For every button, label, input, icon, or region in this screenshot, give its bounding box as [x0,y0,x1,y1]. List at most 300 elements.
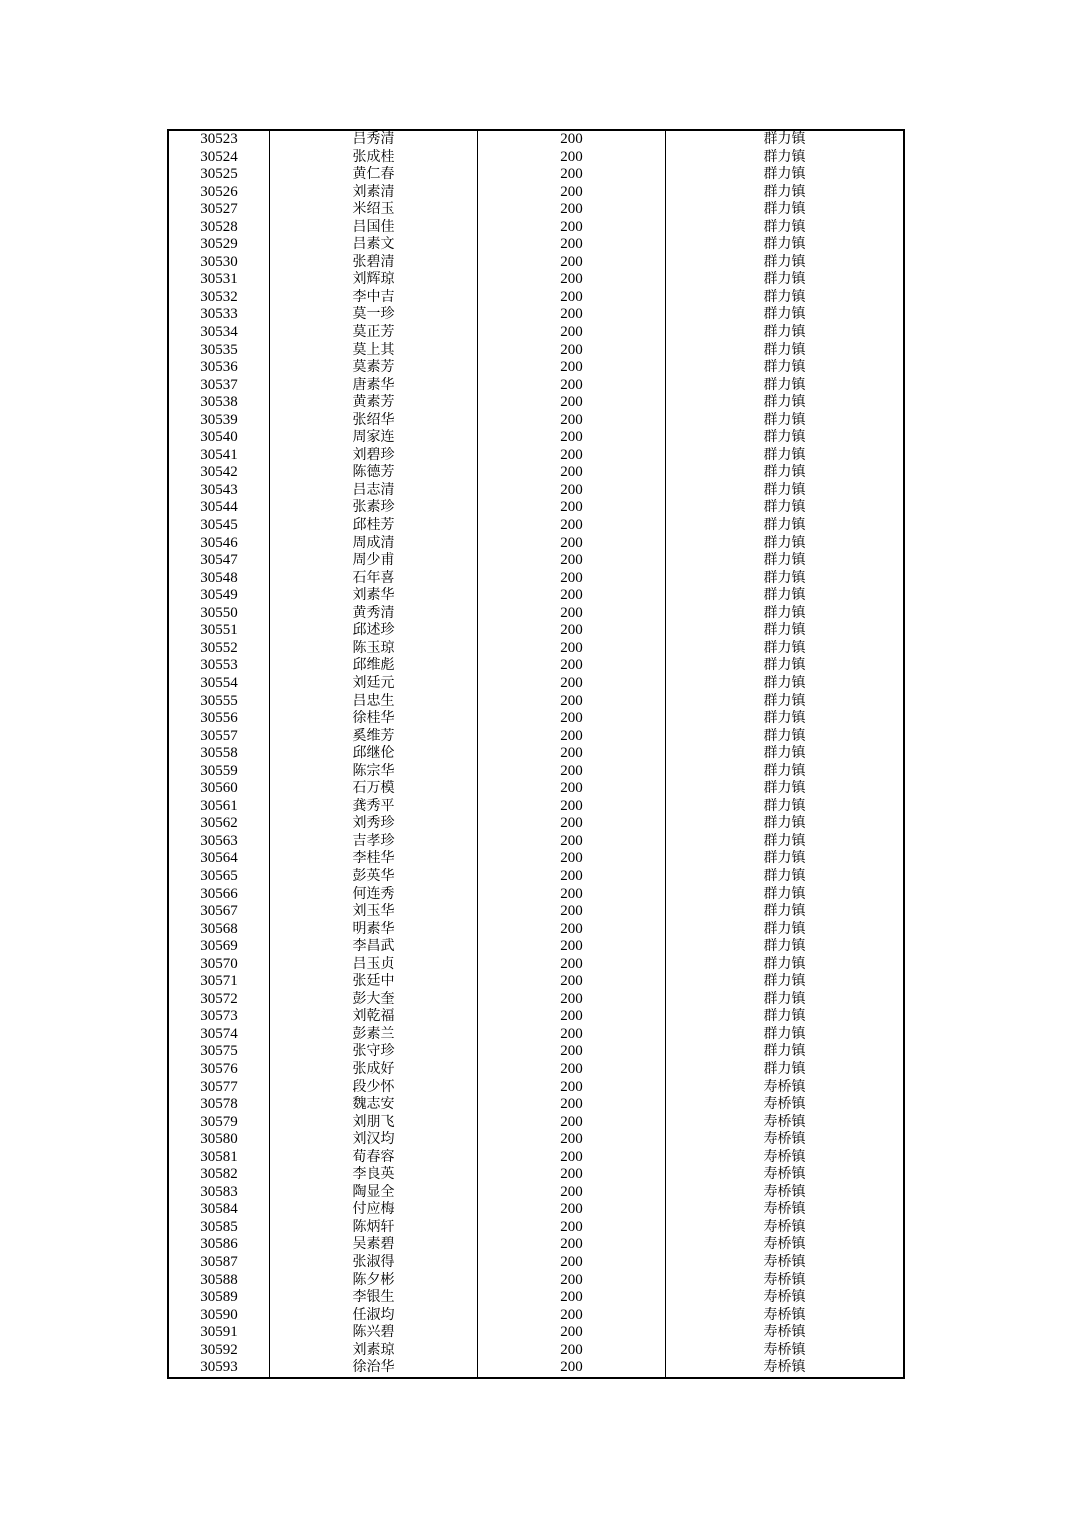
amount-cell: 200 [478,324,666,342]
row-id-cell: 30535 [168,342,270,360]
town-cell: 群力镇 [666,464,905,482]
town-cell: 群力镇 [666,201,905,219]
table-row [168,464,904,482]
subsidy-table [167,129,905,1379]
table-row [168,938,904,956]
table-row [168,1289,904,1307]
table-row [168,745,904,763]
town-cell: 群力镇 [666,324,905,342]
table-row [168,570,904,588]
row-id-cell: 30578 [168,1096,270,1114]
row-id-cell: 30525 [168,166,270,184]
amount-cell: 200 [478,271,666,289]
town-cell: 群力镇 [666,535,905,553]
row-id-cell: 30583 [168,1184,270,1202]
amount-cell: 200 [478,201,666,219]
row-id-cell: 30561 [168,798,270,816]
person-name-cell: 陈夕彬 [270,1272,478,1290]
table-row [168,289,904,307]
table-row [168,166,904,184]
amount-cell: 200 [478,780,666,798]
person-name-cell: 李银生 [270,1289,478,1307]
row-id-cell: 30550 [168,605,270,623]
town-cell: 群力镇 [666,1008,905,1026]
row-id-cell: 30567 [168,903,270,921]
person-name-cell: 吉孝珍 [270,833,478,851]
row-id-cell: 30569 [168,938,270,956]
person-name-cell: 黄素芳 [270,394,478,412]
row-id-cell: 30588 [168,1272,270,1290]
amount-cell: 200 [478,166,666,184]
amount-cell: 200 [478,517,666,535]
amount-cell: 200 [478,815,666,833]
town-cell: 群力镇 [666,1026,905,1044]
row-id-cell: 30580 [168,1131,270,1149]
town-cell: 群力镇 [666,447,905,465]
row-id-cell: 30589 [168,1289,270,1307]
row-id-cell: 30527 [168,201,270,219]
town-cell: 群力镇 [666,149,905,167]
town-cell: 群力镇 [666,850,905,868]
table-row [168,482,904,500]
town-cell: 群力镇 [666,921,905,939]
amount-cell: 200 [478,482,666,500]
table-row [168,763,904,781]
amount-cell: 200 [478,447,666,465]
person-name-cell: 邱继伦 [270,745,478,763]
person-name-cell: 石万模 [270,780,478,798]
amount-cell: 200 [478,394,666,412]
table-row [168,903,904,921]
row-id-cell: 30560 [168,780,270,798]
person-name-cell: 莫素芳 [270,359,478,377]
table-row [168,535,904,553]
town-cell: 群力镇 [666,412,905,430]
town-cell: 群力镇 [666,956,905,974]
town-cell: 群力镇 [666,587,905,605]
amount-cell: 200 [478,640,666,658]
person-name-cell: 吴素碧 [270,1236,478,1254]
amount-cell: 200 [478,1043,666,1061]
amount-cell: 200 [478,710,666,728]
town-cell: 寿桥镇 [666,1096,905,1114]
row-id-cell: 30530 [168,254,270,272]
town-cell: 群力镇 [666,622,905,640]
row-id-cell: 30563 [168,833,270,851]
amount-cell: 200 [478,921,666,939]
amount-cell: 200 [478,903,666,921]
amount-cell: 200 [478,745,666,763]
amount-cell: 200 [478,868,666,886]
table-row [168,324,904,342]
amount-cell: 200 [478,1201,666,1219]
person-name-cell: 刘辉琼 [270,271,478,289]
town-cell: 寿桥镇 [666,1166,905,1184]
person-name-cell: 刘秀珍 [270,815,478,833]
row-id-cell: 30546 [168,535,270,553]
amount-cell: 200 [478,1096,666,1114]
row-id-cell: 30543 [168,482,270,500]
town-cell: 群力镇 [666,868,905,886]
town-cell: 群力镇 [666,254,905,272]
row-id-cell: 30566 [168,886,270,904]
person-name-cell: 刘素琼 [270,1342,478,1360]
table-row [168,1114,904,1132]
person-name-cell: 李良英 [270,1166,478,1184]
amount-cell: 200 [478,1289,666,1307]
amount-cell: 200 [478,1008,666,1026]
amount-cell: 200 [478,1359,666,1378]
amount-cell: 200 [478,552,666,570]
person-name-cell: 刘玉华 [270,903,478,921]
town-cell: 群力镇 [666,798,905,816]
amount-cell: 200 [478,1342,666,1360]
person-name-cell: 刘素华 [270,587,478,605]
person-name-cell: 张成好 [270,1061,478,1079]
table-row [168,1043,904,1061]
row-id-cell: 30556 [168,710,270,728]
table-row [168,991,904,1009]
person-name-cell: 邱维彪 [270,657,478,675]
town-cell: 群力镇 [666,1043,905,1061]
town-cell: 群力镇 [666,219,905,237]
table-row [168,219,904,237]
amount-cell: 200 [478,219,666,237]
person-name-cell: 邱述珍 [270,622,478,640]
row-id-cell: 30587 [168,1254,270,1272]
amount-cell: 200 [478,1166,666,1184]
town-cell: 寿桥镇 [666,1289,905,1307]
person-name-cell: 莫正芳 [270,324,478,342]
row-id-cell: 30529 [168,236,270,254]
table-row [168,1149,904,1167]
amount-cell: 200 [478,1079,666,1097]
row-id-cell: 30574 [168,1026,270,1044]
person-name-cell: 刘廷元 [270,675,478,693]
row-id-cell: 30524 [168,149,270,167]
town-cell: 群力镇 [666,833,905,851]
row-id-cell: 30526 [168,184,270,202]
table-row [168,587,904,605]
table-row [168,710,904,728]
person-name-cell: 刘汉均 [270,1131,478,1149]
table-row [168,815,904,833]
table-row [168,342,904,360]
table-row [168,1184,904,1202]
amount-cell: 200 [478,359,666,377]
table-row [168,377,904,395]
row-id-cell: 30553 [168,657,270,675]
town-cell: 寿桥镇 [666,1324,905,1342]
table-row [168,640,904,658]
table-row [168,657,904,675]
row-id-cell: 30568 [168,921,270,939]
town-cell: 群力镇 [666,517,905,535]
row-id-cell: 30592 [168,1342,270,1360]
amount-cell: 200 [478,1026,666,1044]
amount-cell: 200 [478,1114,666,1132]
amount-cell: 200 [478,130,666,149]
amount-cell: 200 [478,429,666,447]
amount-cell: 200 [478,412,666,430]
table-row [168,1166,904,1184]
row-id-cell: 30564 [168,850,270,868]
amount-cell: 200 [478,499,666,517]
table-row [168,130,904,149]
table-row [168,429,904,447]
town-cell: 群力镇 [666,342,905,360]
town-cell: 寿桥镇 [666,1307,905,1325]
person-name-cell: 刘碧珍 [270,447,478,465]
person-name-cell: 石年喜 [270,570,478,588]
table-row [168,693,904,711]
person-name-cell: 徐桂华 [270,710,478,728]
row-id-cell: 30585 [168,1219,270,1237]
person-name-cell: 黄秀清 [270,605,478,623]
row-id-cell: 30537 [168,377,270,395]
town-cell: 群力镇 [666,973,905,991]
amount-cell: 200 [478,1149,666,1167]
row-id-cell: 30584 [168,1201,270,1219]
row-id-cell: 30534 [168,324,270,342]
person-name-cell: 明素华 [270,921,478,939]
town-cell: 群力镇 [666,130,905,149]
person-name-cell: 邱桂芳 [270,517,478,535]
table-row [168,886,904,904]
table-row [168,499,904,517]
person-name-cell: 陶显全 [270,1184,478,1202]
person-name-cell: 李桂华 [270,850,478,868]
town-cell: 群力镇 [666,745,905,763]
person-name-cell: 张成桂 [270,149,478,167]
person-name-cell: 陈宗华 [270,763,478,781]
amount-cell: 200 [478,289,666,307]
person-name-cell: 张碧清 [270,254,478,272]
town-cell: 群力镇 [666,482,905,500]
town-cell: 群力镇 [666,657,905,675]
amount-cell: 200 [478,149,666,167]
town-cell: 群力镇 [666,675,905,693]
person-name-cell: 张淑得 [270,1254,478,1272]
town-cell: 寿桥镇 [666,1236,905,1254]
person-name-cell: 周家连 [270,429,478,447]
amount-cell: 200 [478,973,666,991]
town-cell: 寿桥镇 [666,1131,905,1149]
town-cell: 群力镇 [666,640,905,658]
town-cell: 寿桥镇 [666,1254,905,1272]
town-cell: 群力镇 [666,271,905,289]
table-row [168,412,904,430]
person-name-cell: 张绍华 [270,412,478,430]
town-cell: 群力镇 [666,377,905,395]
person-name-cell: 吕玉贞 [270,956,478,974]
amount-cell: 200 [478,1324,666,1342]
amount-cell: 200 [478,833,666,851]
row-id-cell: 30554 [168,675,270,693]
town-cell: 群力镇 [666,394,905,412]
row-id-cell: 30540 [168,429,270,447]
row-id-cell: 30562 [168,815,270,833]
table-row [168,359,904,377]
table-row [168,1131,904,1149]
person-name-cell: 何连秀 [270,886,478,904]
person-name-cell: 陈德芳 [270,464,478,482]
person-name-cell: 龚秀平 [270,798,478,816]
amount-cell: 200 [478,1236,666,1254]
row-id-cell: 30572 [168,991,270,1009]
row-id-cell: 30581 [168,1149,270,1167]
table-row [168,833,904,851]
person-name-cell: 段少怀 [270,1079,478,1097]
town-cell: 群力镇 [666,728,905,746]
table-row [168,622,904,640]
person-name-cell: 唐素华 [270,377,478,395]
town-cell: 寿桥镇 [666,1114,905,1132]
table-row [168,1201,904,1219]
table-row [168,1324,904,1342]
person-name-cell: 刘素清 [270,184,478,202]
table-row [168,1307,904,1325]
person-name-cell: 陈兴碧 [270,1324,478,1342]
person-name-cell: 莫上其 [270,342,478,360]
town-cell: 群力镇 [666,903,905,921]
amount-cell: 200 [478,464,666,482]
person-name-cell: 奚维芳 [270,728,478,746]
amount-cell: 200 [478,763,666,781]
person-name-cell: 陈玉琼 [270,640,478,658]
table-row [168,1272,904,1290]
row-id-cell: 30539 [168,412,270,430]
person-name-cell: 吕忠生 [270,693,478,711]
town-cell: 群力镇 [666,306,905,324]
table-row [168,675,904,693]
person-name-cell: 彭英华 [270,868,478,886]
town-cell: 群力镇 [666,815,905,833]
amount-cell: 200 [478,254,666,272]
town-cell: 群力镇 [666,236,905,254]
person-name-cell: 李昌武 [270,938,478,956]
row-id-cell: 30575 [168,1043,270,1061]
town-cell: 群力镇 [666,938,905,956]
row-id-cell: 30538 [168,394,270,412]
table-row [168,973,904,991]
row-id-cell: 30531 [168,271,270,289]
table-row [168,149,904,167]
row-id-cell: 30523 [168,130,270,149]
table-row [168,1061,904,1079]
town-cell: 寿桥镇 [666,1079,905,1097]
table-row [168,201,904,219]
town-cell: 群力镇 [666,780,905,798]
row-id-cell: 30577 [168,1079,270,1097]
row-id-cell: 30533 [168,306,270,324]
row-id-cell: 30548 [168,570,270,588]
table-row [168,271,904,289]
person-name-cell: 荀春容 [270,1149,478,1167]
row-id-cell: 30571 [168,973,270,991]
person-name-cell: 张廷中 [270,973,478,991]
table-row [168,1008,904,1026]
person-name-cell: 徐治华 [270,1359,478,1378]
row-id-cell: 30545 [168,517,270,535]
table-row [168,552,904,570]
row-id-cell: 30559 [168,763,270,781]
amount-cell: 200 [478,693,666,711]
town-cell: 寿桥镇 [666,1201,905,1219]
row-id-cell: 30593 [168,1359,270,1378]
amount-cell: 200 [478,184,666,202]
table-row [168,1254,904,1272]
row-id-cell: 30586 [168,1236,270,1254]
amount-cell: 200 [478,675,666,693]
row-id-cell: 30582 [168,1166,270,1184]
amount-cell: 200 [478,1184,666,1202]
row-id-cell: 30544 [168,499,270,517]
row-id-cell: 30541 [168,447,270,465]
row-id-cell: 30557 [168,728,270,746]
row-id-cell: 30532 [168,289,270,307]
person-name-cell: 周成清 [270,535,478,553]
town-cell: 群力镇 [666,605,905,623]
town-cell: 群力镇 [666,359,905,377]
person-name-cell: 刘朋飞 [270,1114,478,1132]
row-id-cell: 30552 [168,640,270,658]
table-row [168,1219,904,1237]
person-name-cell: 周少甫 [270,552,478,570]
person-name-cell: 陈炳轩 [270,1219,478,1237]
row-id-cell: 30573 [168,1008,270,1026]
person-name-cell: 莫一珍 [270,306,478,324]
person-name-cell: 吕志清 [270,482,478,500]
person-name-cell: 彭大奎 [270,991,478,1009]
amount-cell: 200 [478,236,666,254]
amount-cell: 200 [478,657,666,675]
table-row [168,254,904,272]
row-id-cell: 30528 [168,219,270,237]
person-name-cell: 任淑均 [270,1307,478,1325]
amount-cell: 200 [478,535,666,553]
town-cell: 寿桥镇 [666,1149,905,1167]
town-cell: 寿桥镇 [666,1359,905,1378]
subsidy-table-body [168,130,904,1378]
row-id-cell: 30570 [168,956,270,974]
amount-cell: 200 [478,798,666,816]
town-cell: 寿桥镇 [666,1342,905,1360]
person-name-cell: 吕秀清 [270,130,478,149]
person-name-cell: 黄仁春 [270,166,478,184]
row-id-cell: 30565 [168,868,270,886]
row-id-cell: 30591 [168,1324,270,1342]
table-row [168,956,904,974]
amount-cell: 200 [478,1307,666,1325]
amount-cell: 200 [478,306,666,324]
town-cell: 群力镇 [666,1061,905,1079]
amount-cell: 200 [478,377,666,395]
row-id-cell: 30579 [168,1114,270,1132]
amount-cell: 200 [478,1061,666,1079]
amount-cell: 200 [478,956,666,974]
person-name-cell: 付应梅 [270,1201,478,1219]
town-cell: 群力镇 [666,991,905,1009]
town-cell: 群力镇 [666,499,905,517]
table-row [168,184,904,202]
amount-cell: 200 [478,938,666,956]
table-row [168,517,904,535]
town-cell: 寿桥镇 [666,1219,905,1237]
town-cell: 群力镇 [666,289,905,307]
table-row [168,728,904,746]
row-id-cell: 30542 [168,464,270,482]
